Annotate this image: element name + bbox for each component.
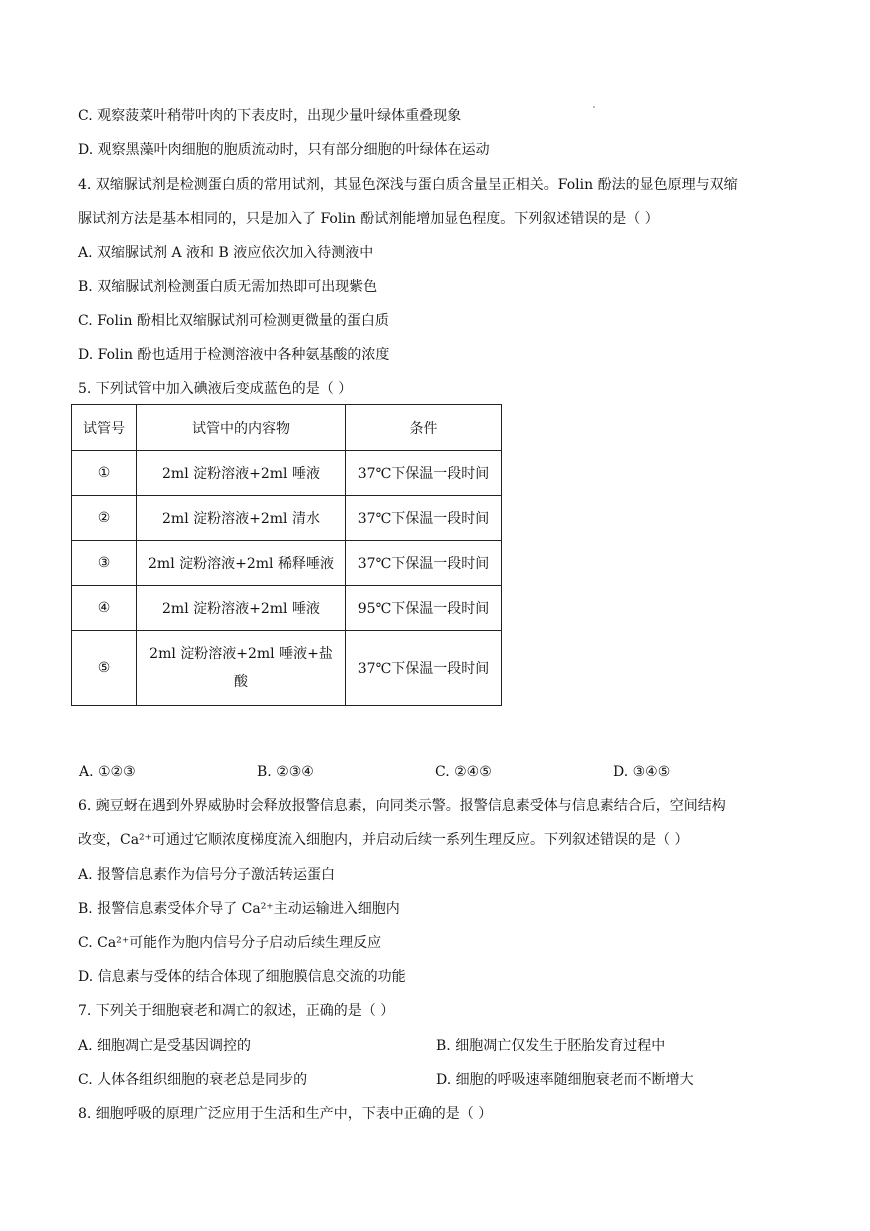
q3-option-d: D. 观察黑藻叶肉细胞的胞质流动时，只有部分细胞的叶绿体在运动 — [78, 142, 490, 158]
tube-condition: 37℃下保温一段时间 — [346, 541, 502, 586]
tube-no: ③ — [72, 541, 137, 586]
table-header-row — [72, 405, 502, 451]
q6-option-b: B. 报警信息素受体介导了 Ca²⁺主动运输进入细胞内 — [78, 901, 400, 917]
q7-option-c: C. 人体各组织细胞的衰老总是同步的 — [78, 1072, 308, 1088]
q4-option-a: A. 双缩脲试剂 A 液和 B 液应依次加入待测液中 — [78, 245, 374, 261]
q6-option-a: A. 报警信息素作为信号分子激活转运蛋白 — [78, 867, 336, 883]
table-row — [72, 631, 502, 706]
tube-condition: 37℃下保温一段时间 — [346, 631, 502, 706]
tube-contents: 2ml 淀粉溶液+2ml 唾液 — [137, 586, 346, 631]
table-row — [72, 541, 502, 586]
tube-condition: 95℃下保温一段时间 — [346, 586, 502, 631]
tube-condition: 37℃下保温一段时间 — [346, 496, 502, 541]
q4-option-d: D. Folin 酚也适用于检测溶液中各种氨基酸的浓度 — [78, 347, 390, 363]
table-row — [72, 496, 502, 541]
header-tube-no: 试管号 — [72, 405, 137, 451]
q6-stem-line2: 改变，Ca²⁺可通过它顺浓度梯度流入细胞内，并启动后续一系列生理反应。下列叙述错误的是（ ） — [78, 832, 689, 848]
q4-stem-line2: 脲试剂方法是基本相同的，只是加入了 Folin 酚试剂能增加显色程度。下列叙述错误的是（ ） — [78, 211, 659, 227]
q6-option-d: D. 信息素与受体的结合体现了细胞膜信息交流的功能 — [78, 969, 406, 985]
q6-option-c: C. Ca²⁺可能作为胞内信号分子启动后续生理反应 — [78, 935, 382, 951]
q7-option-a: A. 细胞凋亡是受基因调控的 — [78, 1038, 252, 1054]
tube-no: ② — [72, 496, 137, 541]
tube-contents: 2ml 淀粉溶液+2ml 清水 — [137, 496, 346, 541]
header-contents: 试管中的内容物 — [137, 405, 346, 451]
q5-option-a: A. ①②③ — [79, 764, 136, 780]
q6-stem-line1: 6. 豌豆蚜在遇到外界威胁时会释放报警信息素，向同类示警。报警信息素受体与信息素结合后，空间结构 — [78, 798, 726, 814]
q5-option-d: D. ③④⑤ — [613, 764, 671, 780]
test-tube-table — [71, 404, 502, 706]
tube-no: ⑤ — [72, 631, 137, 706]
q4-stem-line1: 4. 双缩脲试剂是检测蛋白质的常用试剂，其显色深浅与蛋白质含量呈正相关。Folin 酚法的显色原理与双缩 — [78, 177, 738, 193]
q3-option-c: C. 观察菠菜叶稍带叶肉的下表皮时，出现少量叶绿体重叠现象 — [78, 108, 462, 124]
tube-no: ① — [72, 451, 137, 496]
q7-option-b: B. 细胞凋亡仅发生于胚胎发育过程中 — [436, 1038, 666, 1054]
table-row — [72, 451, 502, 496]
header-condition: 条件 — [346, 405, 502, 451]
q5-stem: 5. 下列试管中加入碘液后变成蓝色的是（ ） — [78, 381, 353, 397]
q4-option-c: C. Folin 酚相比双缩脲试剂可检测更微量的蛋白质 — [78, 313, 389, 329]
q4-option-b: B. 双缩脲试剂检测蛋白质无需加热即可出现紫色 — [78, 279, 378, 295]
scan-speck — [593, 106, 595, 108]
tube-contents: 2ml 淀粉溶液+2ml 稀释唾液 — [137, 541, 346, 586]
tube-contents: 2ml 淀粉溶液+2ml 唾液 — [137, 451, 346, 496]
q5-option-b: B. ②③④ — [257, 764, 314, 780]
q7-option-d: D. 细胞的呼吸速率随细胞衰老而不断增大 — [436, 1072, 694, 1088]
q8-stem: 8. 细胞呼吸的原理广泛应用于生活和生产中，下表中正确的是（ ） — [78, 1106, 493, 1122]
q7-stem: 7. 下列关于细胞衰老和凋亡的叙述，正确的是（ ） — [78, 1003, 395, 1019]
table-row — [72, 586, 502, 631]
q5-option-c: C. ②④⑤ — [435, 764, 492, 780]
tube-contents: 2ml 淀粉溶液+2ml 唾液+盐 酸 — [137, 631, 346, 706]
tube-no: ④ — [72, 586, 137, 631]
tube-condition: 37℃下保温一段时间 — [346, 451, 502, 496]
